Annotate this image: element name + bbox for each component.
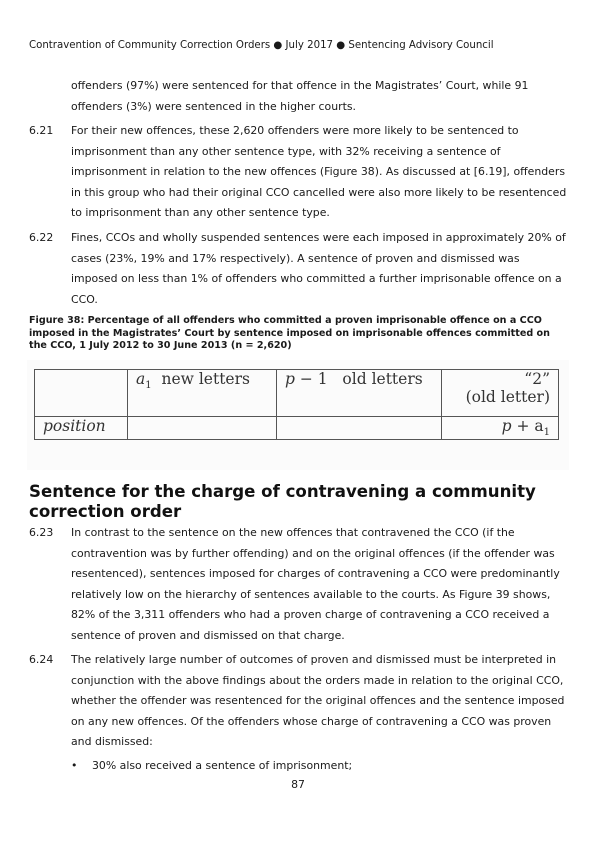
paragraph-number: 6.23 (29, 526, 54, 539)
table-cell-empty (128, 417, 277, 440)
bullet-text: 30% also received a sentence of imprisonment; (92, 759, 353, 772)
bullet-item (71, 756, 352, 777)
paragraph-6-21 (29, 121, 569, 224)
table-header-new-letters: $a_1$ new letters (128, 370, 277, 417)
paragraph-continuation: offenders (97%) were sentenced for that offence in the Magistrates’ Court, while 91 offenders (3%) were sentenced in the higher courts. (71, 79, 529, 113)
section-heading: Sentence for the charge of contravening a community correction order (29, 482, 536, 521)
paragraph-text: In contrast to the sentence on the new offences that contravened the CCO (if the contravention was by further offending) and on the original offences (if the offender was resentenced), sentences imposed for charges of contravening a CCO were predominantly relatively low on the hierarchy of sentences available to the courts. As Figure 39 shows, 82% of the 3,311 offenders who had a proven charge of contravening a CCO received a sentence of proven and dismissed on that charge. (71, 526, 560, 642)
bullet-dot-icon: • (71, 759, 78, 772)
table-header-old-letter: “2” (old letter) (442, 370, 559, 417)
table-header-old-letters: p − 1 old letters (277, 370, 442, 417)
paragraph-text: For their new offences, these 2,620 offenders were more likely to be sentenced to imprisonment than any other sentence type, with 32% receiving a sentence of imprisonment in relation to the new offences (Figure 38). As discussed at [6.19], offenders in this group who had their original CCO cancelled were also more likely to be resentenced to imprisonment than any other sentence type. (71, 124, 567, 219)
paragraph-6-22 (29, 228, 569, 310)
figure-caption: Figure 38: Percentage of all offenders who committed a proven imprisonable offence on a CCO imposed in the Magistrates’ Court by sentence imposed on imprisonable offences committed on the CCO, 1 July 2012 to 30 June 2013 (n = 2,620) (29, 315, 550, 352)
table-cell-p-plus-a1: $p + a_1$ (442, 417, 559, 440)
paragraph-text: The relatively large number of outcomes of proven and dismissed must be interpreted in conjunction with the above findings about the orders made in relation to the original CCO, whether the offender was resentenced for the original offences and the sentence imposed on any new offences. Of the offenders whose charge of contravening a CCO was proven and dismissed: (71, 653, 565, 748)
page-number: 87 (291, 778, 305, 791)
table-row-label-position: position (35, 417, 128, 440)
paragraph-6-23 (29, 523, 569, 646)
paragraph-number: 6.22 (29, 231, 54, 244)
figure-38-image (27, 360, 569, 470)
running-header: Contravention of Community Correction Orders ● July 2017 ● Sentencing Advisory Council (29, 40, 494, 51)
table-cell-empty (277, 417, 442, 440)
table-cell-empty (35, 370, 128, 417)
paragraph-text: Fines, CCOs and wholly suspended sentences were each imposed in approximately 20% of cases (23%, 19% and 17% respectively). A sentence of proven and dismissed was imposed on less than 1% of offenders who committed a further imprisonable offence on a CCO. (71, 231, 566, 306)
paragraph-6-24 (29, 650, 569, 753)
letters-position-table (34, 369, 559, 440)
paragraph-number: 6.21 (29, 124, 54, 137)
paragraph-number: 6.24 (29, 653, 54, 666)
